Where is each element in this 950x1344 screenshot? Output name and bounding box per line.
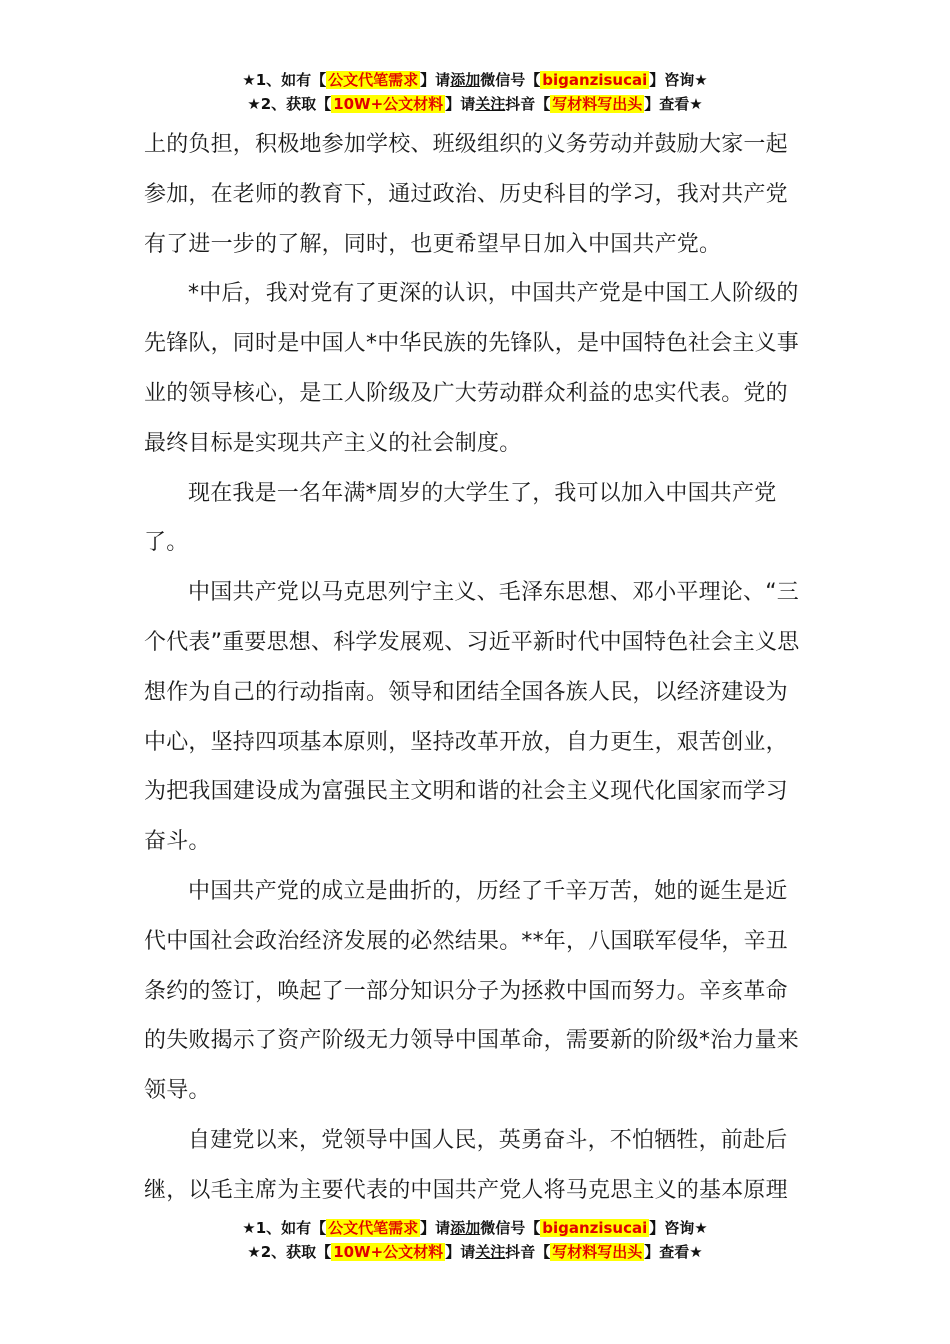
paragraph: *中后，我对党有了更深的认识，中国共产党是中国工人阶级的先锋队，同时是中国人*中华民族的先锋队，是中国特色社会主义事业的领导核心，是工人阶级及广大劳动群众利益的忠实代表。党的最终目标是实现共产主义的社会制度。	[144, 281, 800, 456]
header-promo-banner	[0, 68, 950, 116]
paragraph: 中国共产党的成立是曲折的，历经了千辛万苦，她的诞生是近代中国社会政治经济发展的必然结果。**年，八国联军侵华，辛丑条约的签订，唤起了一部分知识分子为拯救中国而努力。辛亥革命的失败揭示了资产阶级无力领导中国革命，需要新的阶级*治力量来领导。	[144, 878, 800, 1104]
document-body	[144, 120, 808, 1216]
promo-line-1: ★1、如有【 公文代笔需求 】请添加微信号【 biganzisucai 】咨询★	[242, 71, 708, 89]
paragraph: 上的负担，积极地参加学校、班级组织的义务劳动并鼓励大家一起参加，在老师的教育下，通过政治、历史科目的学习，我对共产党有了进一步的了解，同时，也更希望早日加入中国共产党。	[144, 132, 788, 257]
paragraph: 自建党以来，党领导中国人民，英勇奋斗，不怕牺牲，前赴后继，以毛主席为主要代表的中国共产党人将马克思主义的基本原理	[144, 1127, 788, 1203]
highlight-service: 公文代笔需求	[328, 1219, 419, 1237]
footer-promo-banner	[0, 1216, 950, 1264]
promo-line-1: ★1、如有【 公文代笔需求 】请添加微信号【 biganzisucai 】咨询★	[242, 1219, 708, 1237]
highlight-service: 公文代笔需求	[328, 71, 419, 89]
highlight-douyin-account: 写材料写出头	[552, 95, 643, 113]
paragraph: 现在我是一名年满*周岁的大学生了，我可以加入中国共产党了。	[144, 480, 777, 556]
paragraph: 中国共产党以马克思列宁主义、毛泽东思想、邓小平理论、“三个代表”重要思想、科学发展观、习近平新时代中国特色社会主义思想作为自己的行动指南。领导和团结全国各族人民，以经济建设为中心，坚持四项基本原则，坚持改革开放，自力更生，艰苦创业，为把我国建设成为富强民主文明和谐的社会主义现代化国家而学习奋斗。	[144, 580, 800, 855]
highlight-materials: 10W+公文材料	[333, 95, 444, 113]
highlight-wechat-id: biganzisucai	[542, 71, 648, 89]
highlight-wechat-id: biganzisucai	[542, 1219, 648, 1237]
highlight-douyin-account: 写材料写出头	[552, 1243, 643, 1261]
highlight-materials: 10W+公文材料	[333, 1243, 444, 1261]
promo-line-2: ★2、获取【 10W+公文材料 】请关注抖音【 写材料写出头 】查看★	[247, 1243, 703, 1261]
promo-line-2: ★2、获取【 10W+公文材料 】请关注抖音【 写材料写出头 】查看★	[247, 95, 703, 113]
